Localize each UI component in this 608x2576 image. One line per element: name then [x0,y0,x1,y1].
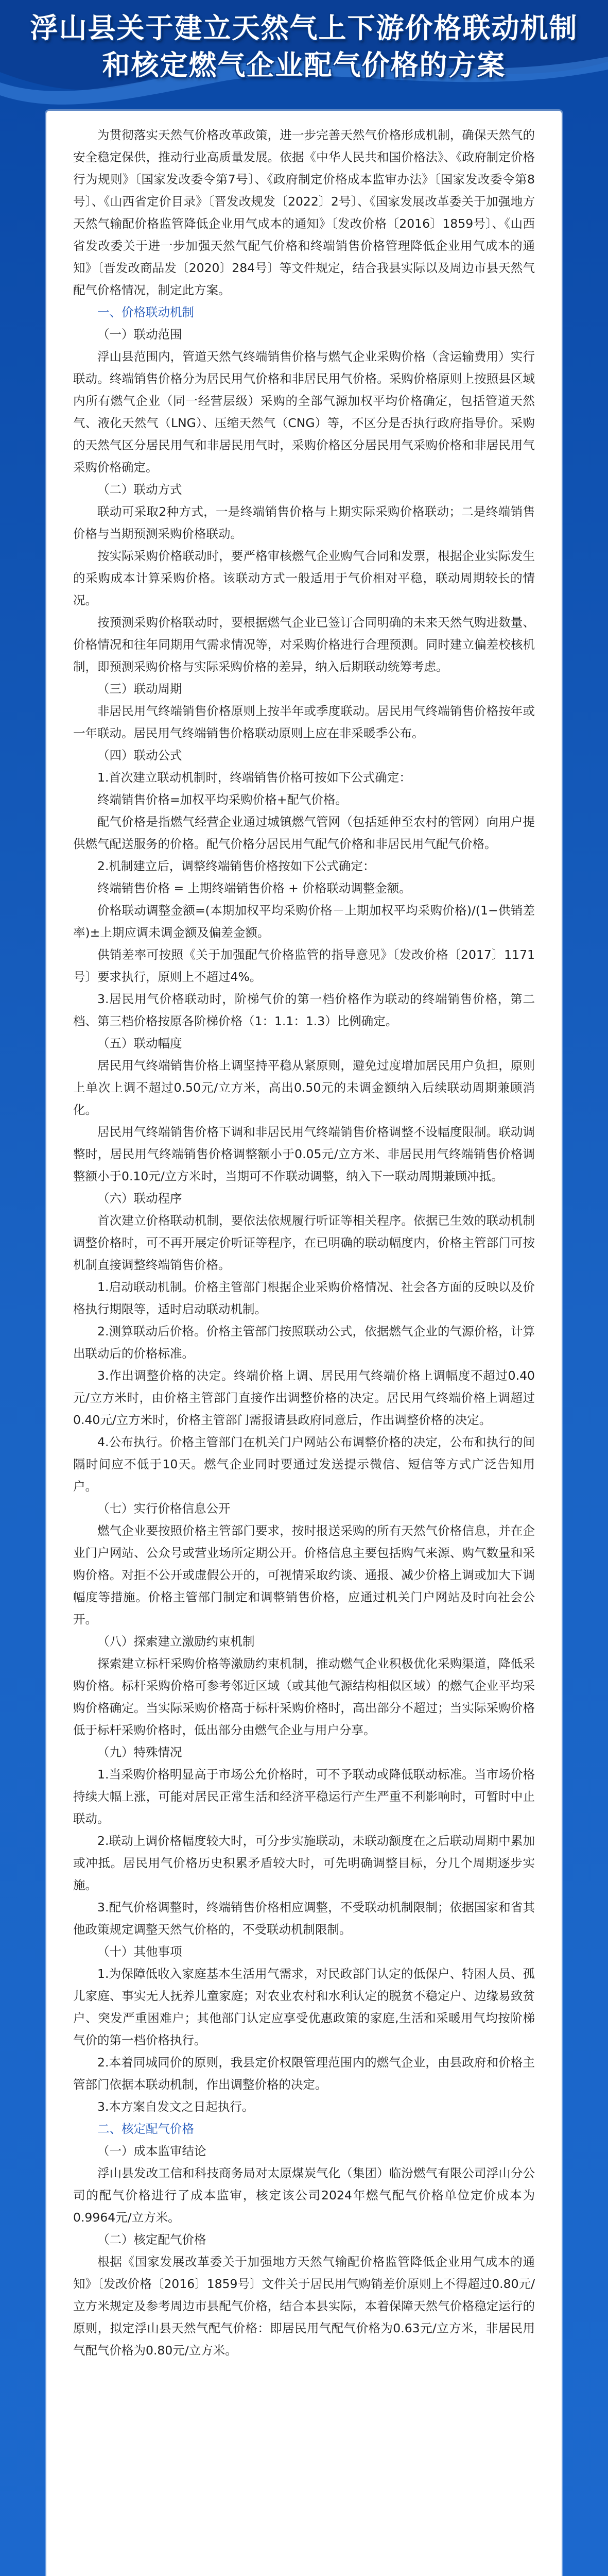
section-heading: 一、价格联动机制 [97,305,194,319]
paragraph: 联动可采取2种方式，一是终端销售价格与上期实际采购价格联动；二是终端销售价格与当期预测采购价格联动。 [73,504,535,541]
sub-heading: （六）联动程序 [97,1191,182,1206]
document-body [46,111,562,2372]
title-line-1: 浮山县关于建立天然气上下游价格联动机制 [30,11,578,44]
paragraph: 为贯彻落实天然气价格改革政策，进一步完善天然气价格形成机制，确保天然气的安全稳定保供，推动行业高质量发展。依据《中华人民共和国价格法》、《政府制定价格行为规则》〔国家发改委令第7号〕、《政府制定价格成本监审办法》〔国家发改委令第8号〕、《山西省定价目录》〔晋发改规发〔2022〕2号〕、《国家发展改革委关于加强地方天然气输配价格监管降低企业用气成本的通知》〔发改价格〔2016〕1859号〕、《山西省发改委关于进一步加强天然气配气价格和终端销售价格管理降低企业用气成本的通知》〔晋发改商品发〔2020〕284号〕等文件规定，结合我县实际以及周边市县天然气配气价格情况，制定此方案。 [73,128,535,297]
title-area [0,9,608,83]
paragraph: 1.为保障低收入家庭基本生活用气需求，对民政部门认定的低保户、特困人员、孤儿家庭、事实无人抚养儿童家庭；对农业农村和水利认定的脱贫不稳定户、边缘易致贫户、突发严重困难户；其他部门认定应享受优惠政策的家庭,生活和采暖用气均按阶梯气价的第一档价格执行。 [73,1967,535,2047]
sub-heading: （一）联动范围 [97,327,182,342]
paragraph: 根据《国家发展改革委关于加强地方天然气输配价格监管降低企业用气成本的通知》〔发改价格〔2016〕1859号〕文件关于居民用气购销差价原则上不得超过0.80元/立方米规定及参考周边市县配气价格，结合本县实际，本着保障天然气价格稳定运行的原则，拟定浮山县天然气配气价格：即居民用气配气价格为0.63元/立方米，非居民用气配气价格为0.80元/立方米。 [73,2255,535,2358]
paragraph: 配气价格是指燃气经营企业通过城镇燃气管网（包括延伸至农村的管网）向用户提供燃气配送服务的价格。配气价格分居民用气配气价格和非居民用气配气价格。 [73,815,535,851]
paragraph: 4.公布执行。价格主管部门在机关门户网站公布调整价格的决定，公布和执行的间隔时间应不低于10天。燃气企业同时要通过发送提示微信、短信等方式广泛告知用户。 [73,1435,535,1494]
sub-heading: （九）特殊情况 [97,1745,182,1759]
section-heading: 二、核定配气价格 [97,2122,194,2136]
paragraph: 浮山县发改工信和科技商务局对太原煤炭气化（集团）临汾燃气有限公司浮山分公司的配气价格进行了成本监审，核定该公司2024年燃气配气价格单位定价成本为0.9964元/立方米。 [73,2166,535,2225]
paragraph: 居民用气终端销售价格上调坚持平稳从紧原则，避免过度增加居民用户负担，原则上单次上调不超过0.50元/立方米，高出0.50元的未调金额纳入后续联动周期兼顾消化。 [73,1058,535,1117]
sub-heading: （二）核定配气价格 [97,2232,206,2247]
paragraph: 按预测采购价格联动时，要根据燃气企业已签订合同明确的未来天然气购进数量、价格情况和往年同期用气需求情况等，对采购价格进行合理预测。同时建立偏差校核机制，即预测采购价格与实际采购价格的差异，纳入后期联动统筹考虑。 [73,615,535,674]
paragraph: 探索建立标杆采购价格等激励约束机制，推动燃气企业积极优化采购渠道，降低采购价格。标杆采购价格可参考邻近区域（或其他气源结构相似区域）的燃气企业平均采购价格确定。当实际采购价格高于标杆采购价格时，高出部分不超过；当实际采购价格低于标杆采购价格时，低出部分由燃气企业与用户分享。 [73,1656,535,1737]
paragraph: 燃气企业要按照价格主管部门要求，按时报送采购的所有天然气价格信息，并在企业门户网站、公众号或营业场所定期公开。价格信息主要包括购气来源、购气数量和采购价格。对拒不公开或虚假公开的，可视情采取约谈、通报、减少价格上调或加大下调幅度等措施。价格主管部门制定和调整销售价格，应通过机关门户网站及时向社会公开。 [73,1523,535,1626]
paragraph: 居民用气终端销售价格下调和非居民用气终端销售价格调整不设幅度限制。联动调整时，居民用气终端销售价格调整额小于0.05元/立方米、非居民用气终端销售价格调整额小于0.10元/立方米时，当期可不作联动调整，纳入下一联动周期兼顾冲抵。 [73,1125,535,1183]
paragraph: 2.测算联动后价格。价格主管部门按照联动公式，依据燃气企业的气源价格，计算出联动后的价格标准。 [73,1324,535,1361]
paragraph: 终端销售价格=加权平均采购价格+配气价格。 [97,792,348,807]
paragraph: 2.本着同城同价的原则，我县定价权限管理范围内的燃气企业，由县政府和价格主管部门依据本联动机制，作出调整价格的决定。 [73,2055,535,2092]
paragraph: 终端销售价格 = 上期终端销售价格 + 价格联动调整金额。 [97,881,411,895]
paragraph: 3.本方案自发文之日起执行。 [97,2099,254,2114]
paragraph: 1.当采购价格明显高于市场公允价格时，可不予联动或降低联动标准。当市场价格持续大幅上涨，可能对居民正常生活和经济平稳运行产生严重不利影响时，可暂时中止联动。 [73,1767,535,1826]
paragraph: 非居民用气终端销售价格原则上按半年或季度联动。居民用气终端销售价格按年或一年联动。居民用气终端销售价格联动原则上应在非采暖季公布。 [73,704,535,740]
sub-heading: （七）实行价格信息公开 [97,1501,231,1516]
paragraph: 2.机制建立后，调整终端销售价格按如下公式确定： [97,859,375,873]
sub-heading: （二）联动方式 [97,482,182,497]
paragraph: 1.启动联动机制。价格主管部门根据企业采购价格情况、社会各方面的反映以及价格执行期限等，适时启动联动机制。 [73,1280,535,1316]
sub-heading: （五）联动幅度 [97,1036,182,1050]
sub-heading: （四）联动公式 [97,748,182,762]
paragraph: 1.首次建立联动机制时，终端销售价格可按如下公式确定： [97,770,411,785]
paragraph: 首次建立价格联动机制，要依法依规履行听证等相关程序。依据已生效的联动机制调整价格时，可不再开展定价听证等程序，在已明确的联动幅度内，价格主管部门可按机制直接调整终端销售价格。 [73,1213,535,1272]
paragraph: 供销差率可按照《关于加强配气价格监管的指导意见》〔发改价格〔2017〕1171号〕要求执行，原则上不超过4%。 [73,947,535,984]
content-panel [46,111,562,2576]
sub-heading: （一）成本监审结论 [97,2144,206,2158]
paragraph: 3.作出调整价格的决定。终端价格上调、居民用气终端价格上调幅度不超过0.40元/立方米时，由价格主管部门直接作出调整价格的决定。居民用气终端价格上调超过0.40元/立方米时，价格主管部门需报请县政府同意后，作出调整价格的决定。 [73,1368,535,1427]
sub-heading: （三）联动周期 [97,682,182,696]
paragraph: 2.联动上调价格幅度较大时，可分步实施联动，未联动额度在之后联动周期中累加或冲抵。居民用气价格历史积累矛盾较大时，可先明确调整目标，分几个周期逐步实施。 [73,1834,535,1892]
title-line-2: 和核定燃气企业配气价格的方案 [102,48,506,81]
paragraph: 浮山县范围内，管道天然气终端销售价格与燃气企业采购价格（含运输费用）实行联动。终端销售价格分为居民用气价格和非居民用气价格。采购价格原则上按照县区域内所有燃气企业（同一经营层级）采购的全部气源加权平均价格确定，包括管道天然气、液化天然气（LNG）、压缩天然气（CNG）等，不区分是否执行政府指导价。采购的天然气区分居民用气和非居民用气时，采购价格区分居民用气采购价格和非居民用气采购价格确定。 [73,349,535,474]
paragraph: 按实际采购价格联动时，要严格审核燃气企业购气合同和发票，根据企业实际发生的采购成本计算采购价格。该联动方式一般适用于气价相对平稳，联动周期较长的情况。 [73,549,535,607]
sub-heading: （八）探索建立激励约束机制 [97,1634,255,1649]
paragraph: 3.配气价格调整时，终端销售价格相应调整，不受联动机制限制；依据国家和省其他政策规定调整天然气价格的，不受联动机制限制。 [73,1900,535,1937]
paragraph: 价格联动调整金额=(本期加权平均采购价格－上期加权平均采购价格)/(1−供销差率)±上期应调未调金额及偏差金额。 [73,903,535,940]
sub-heading: （十）其他事项 [97,1944,182,1959]
paragraph: 3.居民用气价格联动时，阶梯气价的第一档价格作为联动的终端销售价格，第二档、第三档价格按原各阶梯价格（1：1.1：1.3）比例确定。 [73,992,535,1028]
